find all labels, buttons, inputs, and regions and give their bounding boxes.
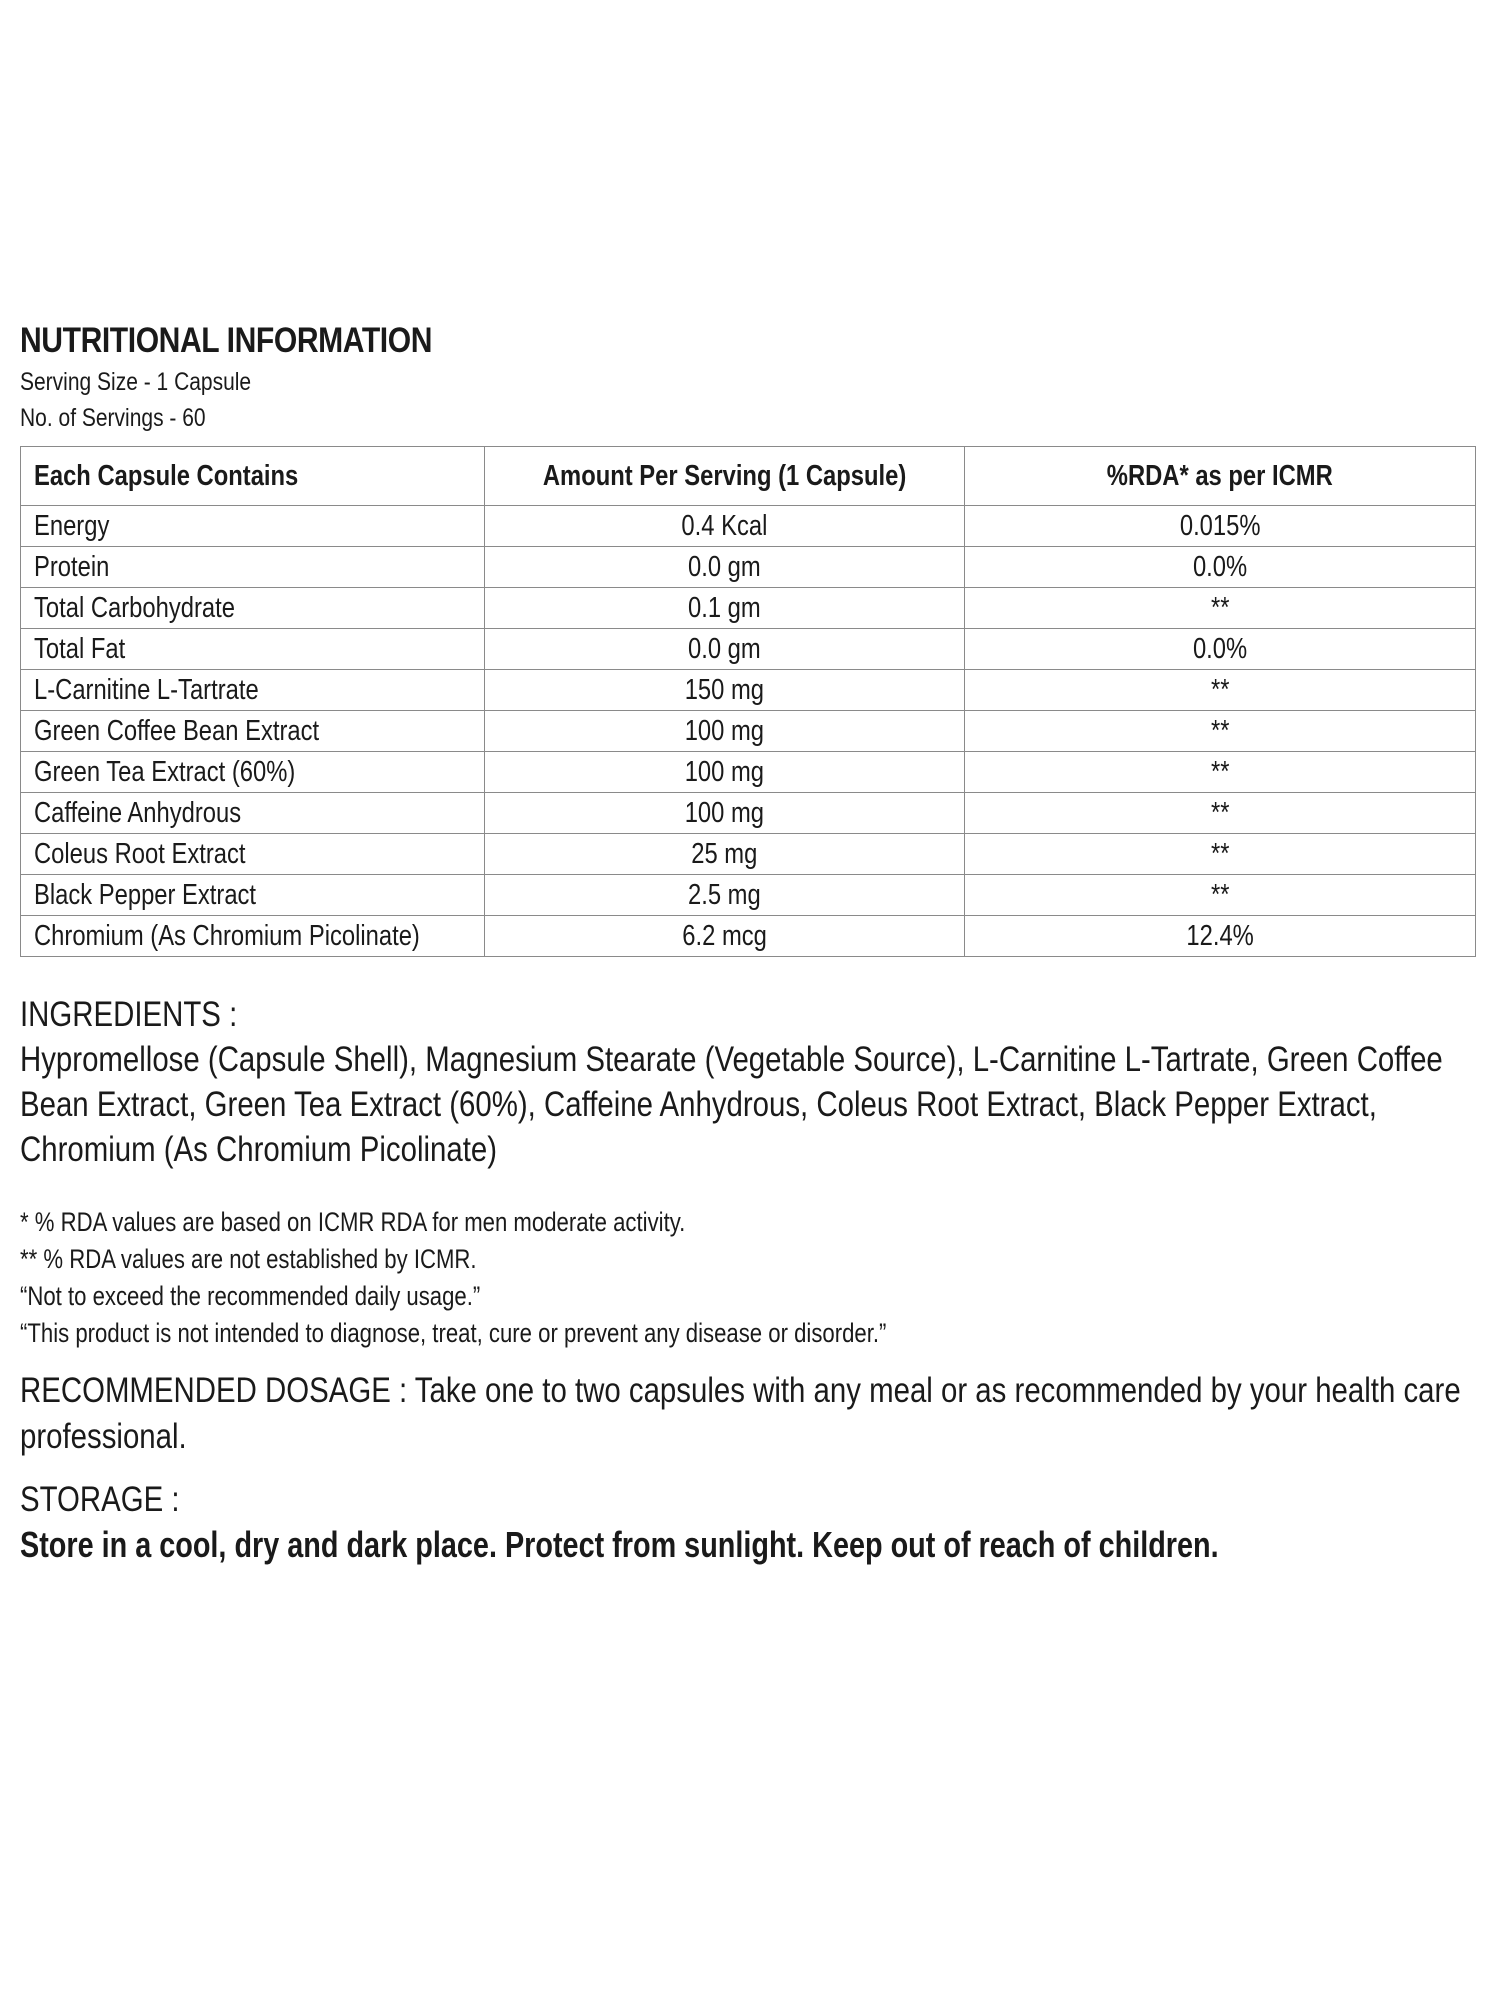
dosage-label: RECOMMENDED DOSAGE : bbox=[20, 1371, 408, 1410]
nutrient-rda: ** bbox=[965, 711, 1476, 752]
column-header-amount: Amount Per Serving (1 Capsule) bbox=[485, 447, 965, 506]
nutrient-amount: 0.0 gm bbox=[485, 629, 965, 670]
nutrient-amount: 0.0 gm bbox=[485, 547, 965, 588]
ingredients-text: Hypromellose (Capsule Shell), Magnesium Stearate (Vegetable Source), L-Carnitine L-Tartrate, Green Coffee Bean Extract, Green Tea Extract (60%), Caffeine Anhydrous, Coleus Root Extract, Black Pepper Extract, Chromium (As Chromium Picolinate) bbox=[20, 1040, 1443, 1169]
dosage-text: Take one to two capsules with any meal or as recommended by your health care professional. bbox=[20, 1371, 1461, 1456]
footnote: “This product is not intended to diagnose, treat, cure or prevent any disease or disorder.” bbox=[20, 1318, 887, 1348]
footnote: * % RDA values are based on ICMR RDA for men moderate activity. bbox=[20, 1207, 686, 1237]
nutrient-name: Total Fat bbox=[21, 629, 485, 670]
table-row bbox=[21, 588, 1476, 629]
table-row bbox=[21, 752, 1476, 793]
nutrient-amount: 6.2 mcg bbox=[485, 916, 965, 957]
nutrient-amount: 100 mg bbox=[485, 752, 965, 793]
footnotes bbox=[20, 1204, 1475, 1352]
table-header-row bbox=[21, 447, 1476, 506]
storage-text: Store in a cool, dry and dark place. Protect from sunlight. Keep out of reach of children. bbox=[20, 1524, 1219, 1565]
table-row bbox=[21, 547, 1476, 588]
nutrient-name: L-Carnitine L-Tartrate bbox=[21, 670, 485, 711]
table-row bbox=[21, 834, 1476, 875]
footnote: ** % RDA values are not established by ICMR. bbox=[20, 1244, 477, 1274]
nutrient-amount: 100 mg bbox=[485, 793, 965, 834]
nutrient-name: Energy bbox=[21, 506, 485, 547]
nutrient-name: Caffeine Anhydrous bbox=[21, 793, 485, 834]
nutrient-name: Green Tea Extract (60%) bbox=[21, 752, 485, 793]
nutrition-table bbox=[20, 446, 1476, 957]
column-header-nutrient: Each Capsule Contains bbox=[21, 447, 485, 506]
nutrient-rda: ** bbox=[965, 670, 1476, 711]
table-row bbox=[21, 670, 1476, 711]
table-row bbox=[21, 629, 1476, 670]
table-row bbox=[21, 793, 1476, 834]
nutrient-name: Total Carbohydrate bbox=[21, 588, 485, 629]
label-content bbox=[20, 318, 1475, 1568]
serving-size: Serving Size - 1 Capsule bbox=[20, 368, 252, 396]
nutrient-rda: 12.4% bbox=[965, 916, 1476, 957]
nutrient-rda: 0.0% bbox=[965, 629, 1476, 670]
nutrient-rda: ** bbox=[965, 588, 1476, 629]
ingredients-heading: INGREDIENTS : bbox=[20, 995, 238, 1034]
dosage-section bbox=[20, 1368, 1465, 1460]
page-title: NUTRITIONAL INFORMATION bbox=[20, 321, 433, 360]
nutrient-rda: 0.015% bbox=[965, 506, 1476, 547]
nutrient-name: Green Coffee Bean Extract bbox=[21, 711, 485, 752]
nutrient-rda: ** bbox=[965, 834, 1476, 875]
nutrient-amount: 25 mg bbox=[485, 834, 965, 875]
nutrient-amount: 2.5 mg bbox=[485, 875, 965, 916]
nutrient-amount: 150 mg bbox=[485, 670, 965, 711]
table-row bbox=[21, 916, 1476, 957]
nutrient-name: Coleus Root Extract bbox=[21, 834, 485, 875]
nutrient-amount: 0.4 Kcal bbox=[485, 506, 965, 547]
table-row bbox=[21, 711, 1476, 752]
column-header-rda: %RDA* as per ICMR bbox=[965, 447, 1476, 506]
nutrient-amount: 0.1 gm bbox=[485, 588, 965, 629]
nutrient-rda: ** bbox=[965, 793, 1476, 834]
storage-heading: STORAGE : bbox=[20, 1480, 180, 1519]
nutrient-name: Chromium (As Chromium Picolinate) bbox=[21, 916, 485, 957]
servings-count: No. of Servings - 60 bbox=[20, 404, 206, 432]
ingredients-section bbox=[20, 993, 1475, 1172]
table-row bbox=[21, 506, 1476, 547]
nutrient-rda: ** bbox=[965, 752, 1476, 793]
nutrient-amount: 100 mg bbox=[485, 711, 965, 752]
nutrient-name: Protein bbox=[21, 547, 485, 588]
footnote: “Not to exceed the recommended daily usage.” bbox=[20, 1281, 481, 1311]
table-row bbox=[21, 875, 1476, 916]
nutrient-name: Black Pepper Extract bbox=[21, 875, 485, 916]
nutrient-rda: ** bbox=[965, 875, 1476, 916]
nutrient-rda: 0.0% bbox=[965, 547, 1476, 588]
